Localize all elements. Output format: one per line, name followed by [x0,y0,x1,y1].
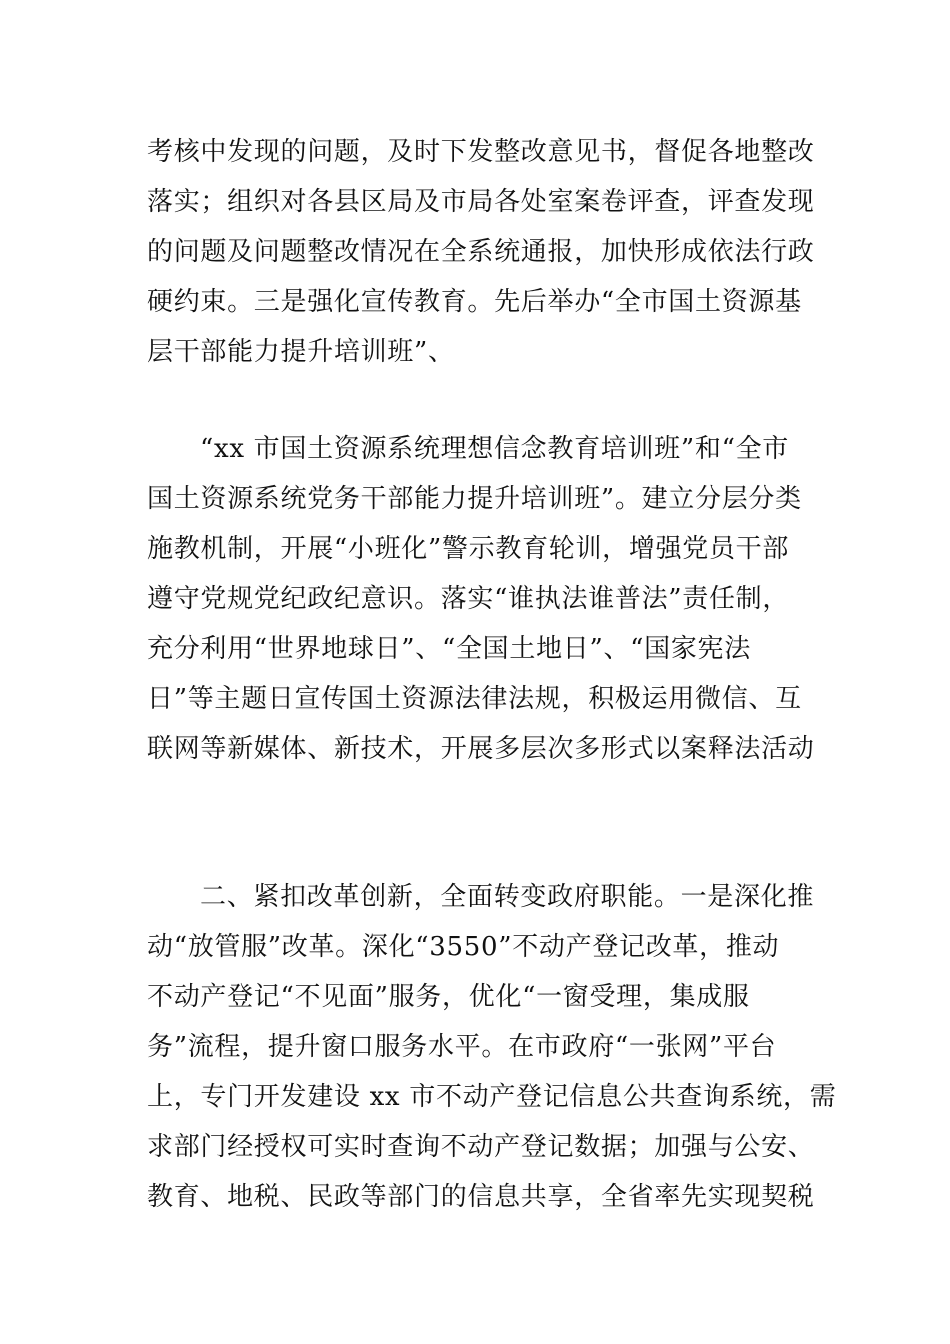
paragraph-3-line-2: 动“放管服”改革。深化“3550”不动产登记改革，推动 [147,932,780,962]
paragraph-3-line-6: 求部门经授权可实时查询不动产登记数据；加强与公安、 [147,1132,815,1162]
paragraph-3-line-4: 务”流程，提升窗口服务水平。在市政府“一张网”平台 [147,1032,777,1062]
paragraph-1-line-2: 落实；组织对各县区局及市局各处室案卷评查，评查发现 [147,187,815,217]
paragraph-2-line-2: 国土资源系统党务干部能力提升培训班”。建立分层分类 [147,484,802,514]
paragraph-1-line-1: 考核中发现的问题，及时下发整改意见书，督促各地整改 [147,137,815,167]
paragraph-1-line-4: 硬约束。三是强化宣传教育。先后举办“全市国土资源基 [147,287,802,317]
paragraph-2-line-5: 充分利用“世界地球日”、“全国土地日”、“国家宪法 [147,634,751,664]
paragraph-3-line-1: 二、紧扣改革创新，全面转变政府职能。一是深化推 [200,882,815,912]
paragraph-3-line-5: 上，专门开发建设 xx 市不动产登记信息公共查询系统，需 [147,1082,837,1112]
paragraph-2-line-3: 施教机制，开展“小班化”警示教育轮训，增强党员干部 [147,534,790,564]
paragraph-3-line-7: 教育、地税、民政等部门的信息共享，全省率先实现契税 [147,1182,815,1212]
paragraph-2-line-4: 遵守党规党纪政纪意识。落实“谁执法谁普法”责任制， [147,584,790,614]
paragraph-1-line-3: 的问题及问题整改情况在全系统通报，加快形成依法行政 [147,237,815,267]
paragraph-1-line-5: 层干部能力提升培训班”、 [147,337,455,367]
paragraph-2-line-7: 联网等新媒体、新技术，开展多层次多形式以案释法活动 [147,734,815,764]
paragraph-2-line-1: “xx 市国土资源系统理想信念教育培训班”和“全市 [200,434,789,464]
paragraph-3-line-3: 不动产登记“不见面”服务，优化“一窗受理，集成服 [147,982,750,1012]
paragraph-2-line-6: 日”等主题日宣传国土资源法律法规，积极运用微信、互 [147,684,802,714]
